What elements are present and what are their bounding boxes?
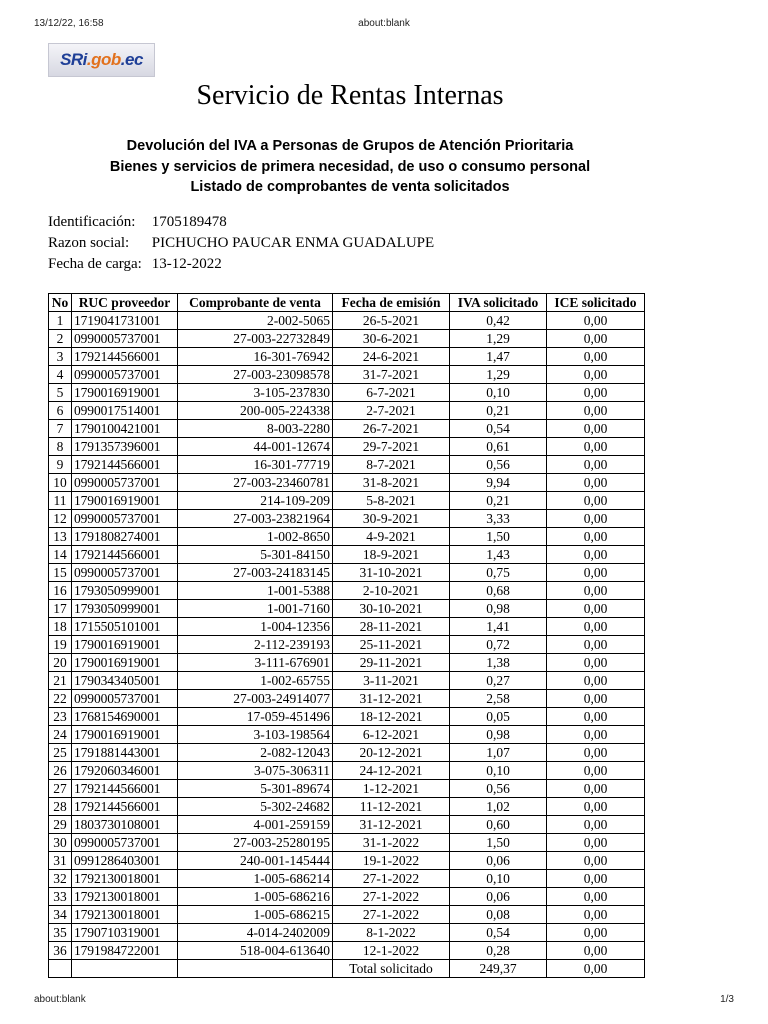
cell-iva: 0,72 bbox=[450, 636, 547, 654]
table-row bbox=[49, 402, 645, 420]
cell-comprobante: 27-003-24183145 bbox=[178, 564, 333, 582]
cell-ruc: 1790016919001 bbox=[72, 654, 178, 672]
fecha-carga-value: 13-12-2022 bbox=[151, 256, 222, 272]
cell-comprobante: 44-001-12674 bbox=[178, 438, 333, 456]
table-row bbox=[49, 798, 645, 816]
cell-no: 14 bbox=[49, 546, 72, 564]
cell-ice: 0,00 bbox=[547, 528, 645, 546]
cell-no: 20 bbox=[49, 654, 72, 672]
table-row bbox=[49, 510, 645, 528]
cell-ice: 0,00 bbox=[547, 456, 645, 474]
cell-iva: 0,56 bbox=[450, 780, 547, 798]
cell-no: 26 bbox=[49, 762, 72, 780]
cell-ruc: 1792144566001 bbox=[72, 456, 178, 474]
info-razon-social bbox=[48, 233, 434, 254]
cell-iva: 1,43 bbox=[450, 546, 547, 564]
table-row bbox=[49, 528, 645, 546]
cell-comprobante: 3-111-676901 bbox=[178, 654, 333, 672]
cell-ice: 0,00 bbox=[547, 438, 645, 456]
table-row bbox=[49, 420, 645, 438]
cell-ruc: 1768154690001 bbox=[72, 708, 178, 726]
cell-no: 29 bbox=[49, 816, 72, 834]
info-fecha-carga bbox=[48, 254, 434, 275]
cell-ruc: 1792130018001 bbox=[72, 888, 178, 906]
cell-ice: 0,00 bbox=[547, 708, 645, 726]
table-row bbox=[49, 726, 645, 744]
cell-comprobante: 16-301-77719 bbox=[178, 456, 333, 474]
table-row bbox=[49, 780, 645, 798]
subtitle-1: Devolución del IVA a Personas de Grupos de Atención Prioritaria bbox=[126, 138, 574, 154]
table-row bbox=[49, 834, 645, 852]
table-row bbox=[49, 870, 645, 888]
razon-social-label: Razon social: bbox=[48, 235, 130, 251]
cell-comprobante: 5-301-89674 bbox=[178, 780, 333, 798]
cell-fecha: 19-1-2022 bbox=[333, 852, 450, 870]
cell-comprobante: 2-002-5065 bbox=[178, 312, 333, 330]
cell-ruc: 0990005737001 bbox=[72, 834, 178, 852]
cell-comprobante: 200-005-224338 bbox=[178, 402, 333, 420]
cell-fecha: 31-7-2021 bbox=[333, 366, 450, 384]
cell-no: 23 bbox=[49, 708, 72, 726]
cell-fecha: 29-11-2021 bbox=[333, 654, 450, 672]
cell-comprobante: 3-103-198564 bbox=[178, 726, 333, 744]
cell-no: 8 bbox=[49, 438, 72, 456]
cell-iva: 1,38 bbox=[450, 654, 547, 672]
cell-fecha: 31-10-2021 bbox=[333, 564, 450, 582]
cell-ice: 0,00 bbox=[547, 744, 645, 762]
cell-ruc: 0990005737001 bbox=[72, 366, 178, 384]
cell-fecha: 8-1-2022 bbox=[333, 924, 450, 942]
cell-fecha: 1-12-2021 bbox=[333, 780, 450, 798]
cell-comprobante: 27-003-23098578 bbox=[178, 366, 333, 384]
table-body bbox=[49, 312, 645, 960]
cell-no: 24 bbox=[49, 726, 72, 744]
cell-ruc: 1791881443001 bbox=[72, 744, 178, 762]
cell-comprobante: 1-005-686215 bbox=[178, 906, 333, 924]
header-ruc: RUC proveedor bbox=[72, 294, 178, 312]
identificacion-value: 1705189478 bbox=[151, 214, 227, 230]
total-iva: 249,37 bbox=[450, 960, 547, 978]
cell-fecha: 31-8-2021 bbox=[333, 474, 450, 492]
cell-fecha: 30-9-2021 bbox=[333, 510, 450, 528]
cell-ice: 0,00 bbox=[547, 330, 645, 348]
cell-ice: 0,00 bbox=[547, 384, 645, 402]
logo-part-sri: SRi bbox=[60, 50, 87, 69]
cell-ruc: 1790016919001 bbox=[72, 384, 178, 402]
cell-no: 11 bbox=[49, 492, 72, 510]
cell-no: 17 bbox=[49, 600, 72, 618]
cell-no: 9 bbox=[49, 456, 72, 474]
cell-comprobante: 240-001-145444 bbox=[178, 852, 333, 870]
table-row bbox=[49, 456, 645, 474]
cell-ice: 0,00 bbox=[547, 510, 645, 528]
cell-iva: 1,29 bbox=[450, 330, 547, 348]
cell-ruc: 1791357396001 bbox=[72, 438, 178, 456]
cell-iva: 0,21 bbox=[450, 492, 547, 510]
cell-iva: 0,98 bbox=[450, 600, 547, 618]
cell-ice: 0,00 bbox=[547, 564, 645, 582]
cell-fecha: 31-12-2021 bbox=[333, 816, 450, 834]
cell-comprobante: 17-059-451496 bbox=[178, 708, 333, 726]
cell-ice: 0,00 bbox=[547, 474, 645, 492]
receipts-table bbox=[48, 293, 645, 978]
cell-no: 25 bbox=[49, 744, 72, 762]
cell-ruc: 0990005737001 bbox=[72, 564, 178, 582]
print-header bbox=[34, 18, 734, 32]
cell-comprobante: 5-301-84150 bbox=[178, 546, 333, 564]
cell-fecha: 27-1-2022 bbox=[333, 888, 450, 906]
cell-fecha: 8-7-2021 bbox=[333, 456, 450, 474]
cell-ice: 0,00 bbox=[547, 492, 645, 510]
cell-no: 7 bbox=[49, 420, 72, 438]
cell-no: 6 bbox=[49, 402, 72, 420]
cell-ice: 0,00 bbox=[547, 312, 645, 330]
cell-iva: 0,10 bbox=[450, 762, 547, 780]
cell-comprobante: 16-301-76942 bbox=[178, 348, 333, 366]
cell-comprobante: 1-001-7160 bbox=[178, 600, 333, 618]
table-row bbox=[49, 708, 645, 726]
cell-ruc: 1790710319001 bbox=[72, 924, 178, 942]
cell-comprobante: 4-014-2402009 bbox=[178, 924, 333, 942]
cell-iva: 0,98 bbox=[450, 726, 547, 744]
table-row bbox=[49, 474, 645, 492]
cell-ice: 0,00 bbox=[547, 798, 645, 816]
cell-fecha: 31-12-2021 bbox=[333, 690, 450, 708]
table-row bbox=[49, 546, 645, 564]
info-identificacion bbox=[48, 212, 434, 233]
cell-comprobante: 1-004-12356 bbox=[178, 618, 333, 636]
cell-iva: 3,33 bbox=[450, 510, 547, 528]
cell-no: 12 bbox=[49, 510, 72, 528]
cell-iva: 0,60 bbox=[450, 816, 547, 834]
cell-fecha: 3-11-2021 bbox=[333, 672, 450, 690]
cell-no: 19 bbox=[49, 636, 72, 654]
table-row bbox=[49, 366, 645, 384]
cell-ruc: 1792144566001 bbox=[72, 798, 178, 816]
table-row bbox=[49, 744, 645, 762]
table-row bbox=[49, 924, 645, 942]
cell-iva: 9,94 bbox=[450, 474, 547, 492]
print-datetime: 13/12/22, 16:58 bbox=[34, 18, 104, 29]
header-fecha: Fecha de emisión bbox=[333, 294, 450, 312]
total-empty-ruc bbox=[72, 960, 178, 978]
cell-comprobante: 214-109-209 bbox=[178, 492, 333, 510]
cell-ruc: 1792060346001 bbox=[72, 762, 178, 780]
cell-ruc: 1792144566001 bbox=[72, 348, 178, 366]
cell-ice: 0,00 bbox=[547, 582, 645, 600]
table-row bbox=[49, 672, 645, 690]
table-row bbox=[49, 348, 645, 366]
razon-social-value: PICHUCHO PAUCAR ENMA GUADALUPE bbox=[151, 235, 435, 251]
cell-iva: 0,05 bbox=[450, 708, 547, 726]
cell-comprobante: 1-002-8650 bbox=[178, 528, 333, 546]
cell-iva: 0,21 bbox=[450, 402, 547, 420]
cell-no: 32 bbox=[49, 870, 72, 888]
cell-ice: 0,00 bbox=[547, 636, 645, 654]
table-row bbox=[49, 906, 645, 924]
page-number: 1/3 bbox=[720, 994, 734, 1005]
cell-comprobante: 27-003-23821964 bbox=[178, 510, 333, 528]
cell-no: 31 bbox=[49, 852, 72, 870]
cell-iva: 0,10 bbox=[450, 384, 547, 402]
cell-no: 28 bbox=[49, 798, 72, 816]
cell-ruc: 1790016919001 bbox=[72, 636, 178, 654]
cell-ruc: 1793050999001 bbox=[72, 582, 178, 600]
cell-no: 21 bbox=[49, 672, 72, 690]
cell-ice: 0,00 bbox=[547, 906, 645, 924]
cell-iva: 0,06 bbox=[450, 852, 547, 870]
cell-ice: 0,00 bbox=[547, 942, 645, 960]
cell-fecha: 6-12-2021 bbox=[333, 726, 450, 744]
cell-comprobante: 2-112-239193 bbox=[178, 636, 333, 654]
cell-comprobante: 3-075-306311 bbox=[178, 762, 333, 780]
header-no: No bbox=[49, 294, 72, 312]
cell-iva: 2,58 bbox=[450, 690, 547, 708]
table-row bbox=[49, 492, 645, 510]
cell-ice: 0,00 bbox=[547, 348, 645, 366]
table-row bbox=[49, 312, 645, 330]
cell-iva: 0,56 bbox=[450, 456, 547, 474]
subtitle-3: Listado de comprobantes de venta solicitados bbox=[190, 179, 510, 195]
print-footer bbox=[34, 994, 734, 1008]
cell-ice: 0,00 bbox=[547, 402, 645, 420]
cell-ruc: 0991286403001 bbox=[72, 852, 178, 870]
cell-ruc: 0990005737001 bbox=[72, 510, 178, 528]
cell-iva: 0,61 bbox=[450, 438, 547, 456]
cell-fecha: 31-1-2022 bbox=[333, 834, 450, 852]
cell-ruc: 1715505101001 bbox=[72, 618, 178, 636]
fecha-carga-label: Fecha de carga: bbox=[48, 256, 142, 272]
cell-comprobante: 1-002-65755 bbox=[178, 672, 333, 690]
table-row bbox=[49, 852, 645, 870]
cell-fecha: 18-9-2021 bbox=[333, 546, 450, 564]
total-empty-no bbox=[49, 960, 72, 978]
cell-comprobante: 1-005-686216 bbox=[178, 888, 333, 906]
cell-ice: 0,00 bbox=[547, 888, 645, 906]
page-title: Servicio de Rentas Internas bbox=[196, 80, 504, 111]
table-row bbox=[49, 582, 645, 600]
cell-no: 27 bbox=[49, 780, 72, 798]
cell-ice: 0,00 bbox=[547, 834, 645, 852]
header-ice: ICE solicitado bbox=[547, 294, 645, 312]
cell-no: 18 bbox=[49, 618, 72, 636]
cell-ruc: 1791984722001 bbox=[72, 942, 178, 960]
table-row bbox=[49, 564, 645, 582]
cell-comprobante: 2-082-12043 bbox=[178, 744, 333, 762]
cell-iva: 0,54 bbox=[450, 420, 547, 438]
logo-part-gob: .gob bbox=[86, 50, 121, 69]
cell-ice: 0,00 bbox=[547, 546, 645, 564]
cell-comprobante: 27-003-23460781 bbox=[178, 474, 333, 492]
cell-iva: 0,27 bbox=[450, 672, 547, 690]
cell-comprobante: 27-003-22732849 bbox=[178, 330, 333, 348]
cell-ice: 0,00 bbox=[547, 816, 645, 834]
cell-iva: 1,07 bbox=[450, 744, 547, 762]
cell-iva: 1,29 bbox=[450, 366, 547, 384]
header-comprobante: Comprobante de venta bbox=[178, 294, 333, 312]
cell-fecha: 25-11-2021 bbox=[333, 636, 450, 654]
cell-no: 10 bbox=[49, 474, 72, 492]
footer-url: about:blank bbox=[34, 994, 86, 1005]
cell-ice: 0,00 bbox=[547, 852, 645, 870]
cell-no: 16 bbox=[49, 582, 72, 600]
cell-no: 15 bbox=[49, 564, 72, 582]
cell-iva: 1,02 bbox=[450, 798, 547, 816]
cell-ice: 0,00 bbox=[547, 672, 645, 690]
cell-no: 34 bbox=[49, 906, 72, 924]
cell-ice: 0,00 bbox=[547, 870, 645, 888]
cell-fecha: 27-1-2022 bbox=[333, 906, 450, 924]
print-url: about:blank bbox=[358, 18, 410, 29]
cell-ruc: 0990005737001 bbox=[72, 474, 178, 492]
cell-fecha: 20-12-2021 bbox=[333, 744, 450, 762]
cell-iva: 0,75 bbox=[450, 564, 547, 582]
cell-comprobante: 8-003-2280 bbox=[178, 420, 333, 438]
table-row bbox=[49, 762, 645, 780]
cell-ruc: 0990005737001 bbox=[72, 690, 178, 708]
cell-comprobante: 1-005-686214 bbox=[178, 870, 333, 888]
cell-iva: 0,42 bbox=[450, 312, 547, 330]
cell-no: 35 bbox=[49, 924, 72, 942]
cell-comprobante: 5-302-24682 bbox=[178, 798, 333, 816]
cell-no: 13 bbox=[49, 528, 72, 546]
table-row bbox=[49, 600, 645, 618]
cell-fecha: 11-12-2021 bbox=[333, 798, 450, 816]
header-iva: IVA solicitado bbox=[450, 294, 547, 312]
cell-ruc: 1791808274001 bbox=[72, 528, 178, 546]
cell-ruc: 1719041731001 bbox=[72, 312, 178, 330]
cell-ice: 0,00 bbox=[547, 600, 645, 618]
cell-fecha: 26-7-2021 bbox=[333, 420, 450, 438]
cell-fecha: 28-11-2021 bbox=[333, 618, 450, 636]
cell-fecha: 2-10-2021 bbox=[333, 582, 450, 600]
cell-ice: 0,00 bbox=[547, 726, 645, 744]
cell-comprobante: 27-003-24914077 bbox=[178, 690, 333, 708]
cell-iva: 1,50 bbox=[450, 528, 547, 546]
cell-no: 2 bbox=[49, 330, 72, 348]
cell-iva: 0,28 bbox=[450, 942, 547, 960]
cell-ice: 0,00 bbox=[547, 618, 645, 636]
cell-ruc: 1790343405001 bbox=[72, 672, 178, 690]
table-row bbox=[49, 654, 645, 672]
cell-fecha: 2-7-2021 bbox=[333, 402, 450, 420]
cell-fecha: 29-7-2021 bbox=[333, 438, 450, 456]
cell-iva: 0,10 bbox=[450, 870, 547, 888]
cell-ice: 0,00 bbox=[547, 366, 645, 384]
cell-ice: 0,00 bbox=[547, 924, 645, 942]
cell-comprobante: 4-001-259159 bbox=[178, 816, 333, 834]
identificacion-label: Identificación: bbox=[48, 214, 136, 230]
total-empty-comprobante bbox=[178, 960, 333, 978]
cell-no: 5 bbox=[49, 384, 72, 402]
cell-iva: 1,41 bbox=[450, 618, 547, 636]
table-row bbox=[49, 618, 645, 636]
subtitles bbox=[0, 136, 700, 198]
cell-ruc: 1792144566001 bbox=[72, 546, 178, 564]
cell-no: 30 bbox=[49, 834, 72, 852]
cell-no: 33 bbox=[49, 888, 72, 906]
cell-fecha: 24-12-2021 bbox=[333, 762, 450, 780]
cell-ruc: 1792130018001 bbox=[72, 906, 178, 924]
cell-ruc: 1793050999001 bbox=[72, 600, 178, 618]
table-row bbox=[49, 690, 645, 708]
cell-fecha: 24-6-2021 bbox=[333, 348, 450, 366]
cell-comprobante: 518-004-613640 bbox=[178, 942, 333, 960]
table-row bbox=[49, 888, 645, 906]
cell-iva: 1,47 bbox=[450, 348, 547, 366]
total-ice: 0,00 bbox=[547, 960, 645, 978]
cell-ice: 0,00 bbox=[547, 654, 645, 672]
cell-comprobante: 1-001-5388 bbox=[178, 582, 333, 600]
cell-no: 3 bbox=[49, 348, 72, 366]
cell-ruc: 1790016919001 bbox=[72, 492, 178, 510]
cell-ruc: 0990005737001 bbox=[72, 330, 178, 348]
cell-no: 36 bbox=[49, 942, 72, 960]
cell-fecha: 30-6-2021 bbox=[333, 330, 450, 348]
cell-fecha: 4-9-2021 bbox=[333, 528, 450, 546]
cell-no: 4 bbox=[49, 366, 72, 384]
cell-ruc: 1792130018001 bbox=[72, 870, 178, 888]
sri-logo bbox=[48, 43, 155, 77]
cell-fecha: 5-8-2021 bbox=[333, 492, 450, 510]
cell-ice: 0,00 bbox=[547, 780, 645, 798]
cell-ruc: 1792144566001 bbox=[72, 780, 178, 798]
cell-iva: 1,50 bbox=[450, 834, 547, 852]
cell-ice: 0,00 bbox=[547, 420, 645, 438]
table-row bbox=[49, 384, 645, 402]
subtitle-2: Bienes y servicios de primera necesidad, de uso o consumo personal bbox=[109, 158, 591, 175]
cell-iva: 0,06 bbox=[450, 888, 547, 906]
cell-comprobante: 3-105-237830 bbox=[178, 384, 333, 402]
table-row bbox=[49, 942, 645, 960]
table-row bbox=[49, 330, 645, 348]
cell-ruc: 1803730108001 bbox=[72, 816, 178, 834]
cell-comprobante: 27-003-25280195 bbox=[178, 834, 333, 852]
total-row bbox=[49, 960, 645, 978]
cell-iva: 0,54 bbox=[450, 924, 547, 942]
cell-ruc: 0990017514001 bbox=[72, 402, 178, 420]
cell-iva: 0,68 bbox=[450, 582, 547, 600]
total-label: Total solicitado bbox=[333, 960, 450, 978]
table-row bbox=[49, 816, 645, 834]
cell-fecha: 30-10-2021 bbox=[333, 600, 450, 618]
cell-fecha: 26-5-2021 bbox=[333, 312, 450, 330]
cell-fecha: 27-1-2022 bbox=[333, 870, 450, 888]
logo-part-ec: .ec bbox=[120, 50, 143, 69]
table-header-row bbox=[49, 294, 645, 312]
table-row bbox=[49, 438, 645, 456]
cell-ice: 0,00 bbox=[547, 690, 645, 708]
cell-ruc: 1790016919001 bbox=[72, 726, 178, 744]
cell-iva: 0,08 bbox=[450, 906, 547, 924]
cell-no: 22 bbox=[49, 690, 72, 708]
cell-no: 1 bbox=[49, 312, 72, 330]
cell-ruc: 1790100421001 bbox=[72, 420, 178, 438]
cell-fecha: 6-7-2021 bbox=[333, 384, 450, 402]
cell-ice: 0,00 bbox=[547, 762, 645, 780]
table-row bbox=[49, 636, 645, 654]
cell-fecha: 12-1-2022 bbox=[333, 942, 450, 960]
taxpayer-info bbox=[48, 212, 434, 275]
cell-fecha: 18-12-2021 bbox=[333, 708, 450, 726]
